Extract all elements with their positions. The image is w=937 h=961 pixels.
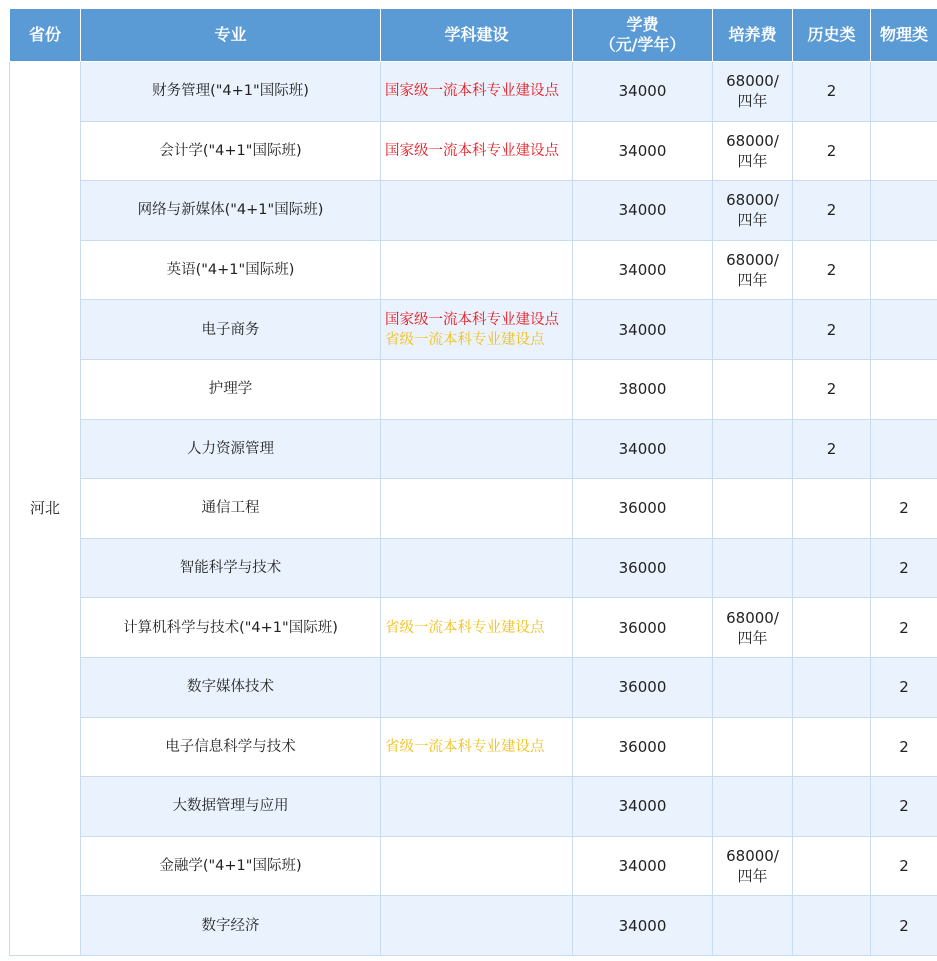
tuition-cell: 34000: [573, 419, 713, 479]
header-province: 省份: [10, 9, 81, 62]
training-fee-cell: [713, 777, 793, 837]
physics-cell: 2: [871, 657, 937, 717]
tuition-cell: 36000: [573, 538, 713, 598]
history-cell: 2: [793, 62, 871, 122]
physics-cell: 2: [871, 777, 937, 837]
construction-cell: [381, 836, 573, 896]
training-fee-cell: 68000/四年: [713, 181, 793, 241]
major-cell: 数字经济: [81, 896, 381, 956]
tuition-cell: 34000: [573, 300, 713, 360]
admission-table-container: [9, 8, 937, 956]
history-cell: [793, 717, 871, 777]
header-tuition: [573, 9, 713, 62]
training-fee-cell: 68000/四年: [713, 121, 793, 181]
physics-cell: [871, 121, 937, 181]
construction-cell: [381, 598, 573, 658]
history-cell: [793, 479, 871, 539]
physics-cell: [871, 300, 937, 360]
national-construction-label: 国家级一流本科专业建设点: [385, 311, 559, 328]
history-cell: 2: [793, 300, 871, 360]
major-cell: 财务管理("4+1"国际班): [81, 62, 381, 122]
tuition-cell: 34000: [573, 62, 713, 122]
physics-cell: [871, 240, 937, 300]
construction-cell: [381, 62, 573, 122]
table-row: [10, 62, 937, 122]
tuition-cell: 34000: [573, 121, 713, 181]
training-fee-cell: 68000/四年: [713, 598, 793, 658]
history-cell: [793, 598, 871, 658]
major-cell: 计算机科学与技术("4+1"国际班): [81, 598, 381, 658]
table-body: [10, 62, 937, 956]
construction-cell: [381, 479, 573, 539]
construction-cell: [381, 657, 573, 717]
physics-cell: 2: [871, 479, 937, 539]
history-cell: 2: [793, 359, 871, 419]
tuition-cell: 36000: [573, 479, 713, 539]
table-row: [10, 717, 937, 777]
construction-cell: [381, 240, 573, 300]
construction-cell: [381, 538, 573, 598]
construction-cell: [381, 717, 573, 777]
table-row: [10, 657, 937, 717]
tuition-cell: 34000: [573, 181, 713, 241]
training-fee-cell: [713, 538, 793, 598]
major-cell: 电子商务: [81, 300, 381, 360]
history-cell: 2: [793, 121, 871, 181]
major-cell: 数字媒体技术: [81, 657, 381, 717]
table-row: [10, 419, 937, 479]
physics-cell: [871, 419, 937, 479]
tuition-cell: 34000: [573, 240, 713, 300]
major-cell: 护理学: [81, 359, 381, 419]
tuition-cell: 34000: [573, 777, 713, 837]
header-major: 专业: [81, 9, 381, 62]
header-training-fee: 培养费: [713, 9, 793, 62]
training-fee-cell: 68000/四年: [713, 62, 793, 122]
header-tuition-unit: （元/学年）: [599, 35, 686, 54]
history-cell: 2: [793, 181, 871, 241]
training-fee-cell: [713, 479, 793, 539]
major-cell: 智能科学与技术: [81, 538, 381, 598]
provincial-construction-label: 省级一流本科专业建设点: [385, 619, 545, 636]
history-cell: [793, 538, 871, 598]
history-cell: [793, 777, 871, 837]
table-row: [10, 598, 937, 658]
major-cell: 人力资源管理: [81, 419, 381, 479]
physics-cell: [871, 181, 937, 241]
national-construction-label: 国家级一流本科专业建设点: [385, 83, 559, 100]
training-fee-cell: [713, 419, 793, 479]
provincial-construction-label: 省级一流本科专业建设点: [385, 738, 545, 755]
training-fee-cell: [713, 300, 793, 360]
province-cell: 河北: [10, 62, 81, 956]
table-row: [10, 538, 937, 598]
physics-cell: 2: [871, 538, 937, 598]
training-fee-cell: [713, 717, 793, 777]
major-cell: 电子信息科学与技术: [81, 717, 381, 777]
major-cell: 大数据管理与应用: [81, 777, 381, 837]
tuition-cell: 34000: [573, 836, 713, 896]
physics-cell: 2: [871, 836, 937, 896]
training-fee-cell: 68000/四年: [713, 836, 793, 896]
table-row: [10, 777, 937, 837]
history-cell: 2: [793, 240, 871, 300]
tuition-cell: 34000: [573, 896, 713, 956]
construction-cell: [381, 896, 573, 956]
history-cell: 2: [793, 419, 871, 479]
major-cell: 网络与新媒体("4+1"国际班): [81, 181, 381, 241]
physics-cell: 2: [871, 896, 937, 956]
history-cell: [793, 836, 871, 896]
tuition-cell: 38000: [573, 359, 713, 419]
table-row: [10, 240, 937, 300]
physics-cell: [871, 62, 937, 122]
admission-table: [9, 8, 937, 956]
physics-cell: [871, 359, 937, 419]
table-row: [10, 300, 937, 360]
table-row: [10, 121, 937, 181]
tuition-cell: 36000: [573, 657, 713, 717]
construction-cell: [381, 181, 573, 241]
major-cell: 通信工程: [81, 479, 381, 539]
construction-cell: [381, 777, 573, 837]
table-row: [10, 896, 937, 956]
header-physics: 物理类: [871, 9, 937, 62]
training-fee-cell: [713, 896, 793, 956]
construction-cell: [381, 359, 573, 419]
major-cell: 金融学("4+1"国际班): [81, 836, 381, 896]
training-fee-cell: [713, 657, 793, 717]
header-tuition-label: 学费: [626, 15, 659, 34]
physics-cell: 2: [871, 717, 937, 777]
table-row: [10, 181, 937, 241]
table-row: [10, 359, 937, 419]
header-history: 历史类: [793, 9, 871, 62]
tuition-cell: 36000: [573, 598, 713, 658]
construction-cell: [381, 121, 573, 181]
major-cell: 英语("4+1"国际班): [81, 240, 381, 300]
table-row: [10, 479, 937, 539]
tuition-cell: 36000: [573, 717, 713, 777]
training-fee-cell: 68000/四年: [713, 240, 793, 300]
physics-cell: 2: [871, 598, 937, 658]
table-row: [10, 836, 937, 896]
national-construction-label: 国家级一流本科专业建设点: [385, 142, 559, 159]
provincial-construction-label: 省级一流本科专业建设点: [385, 331, 545, 348]
construction-cell: [381, 419, 573, 479]
header-construction: 学科建设: [381, 9, 573, 62]
major-cell: 会计学("4+1"国际班): [81, 121, 381, 181]
history-cell: [793, 657, 871, 717]
construction-cell: [381, 300, 573, 360]
training-fee-cell: [713, 359, 793, 419]
history-cell: [793, 896, 871, 956]
header-row: [10, 9, 937, 62]
